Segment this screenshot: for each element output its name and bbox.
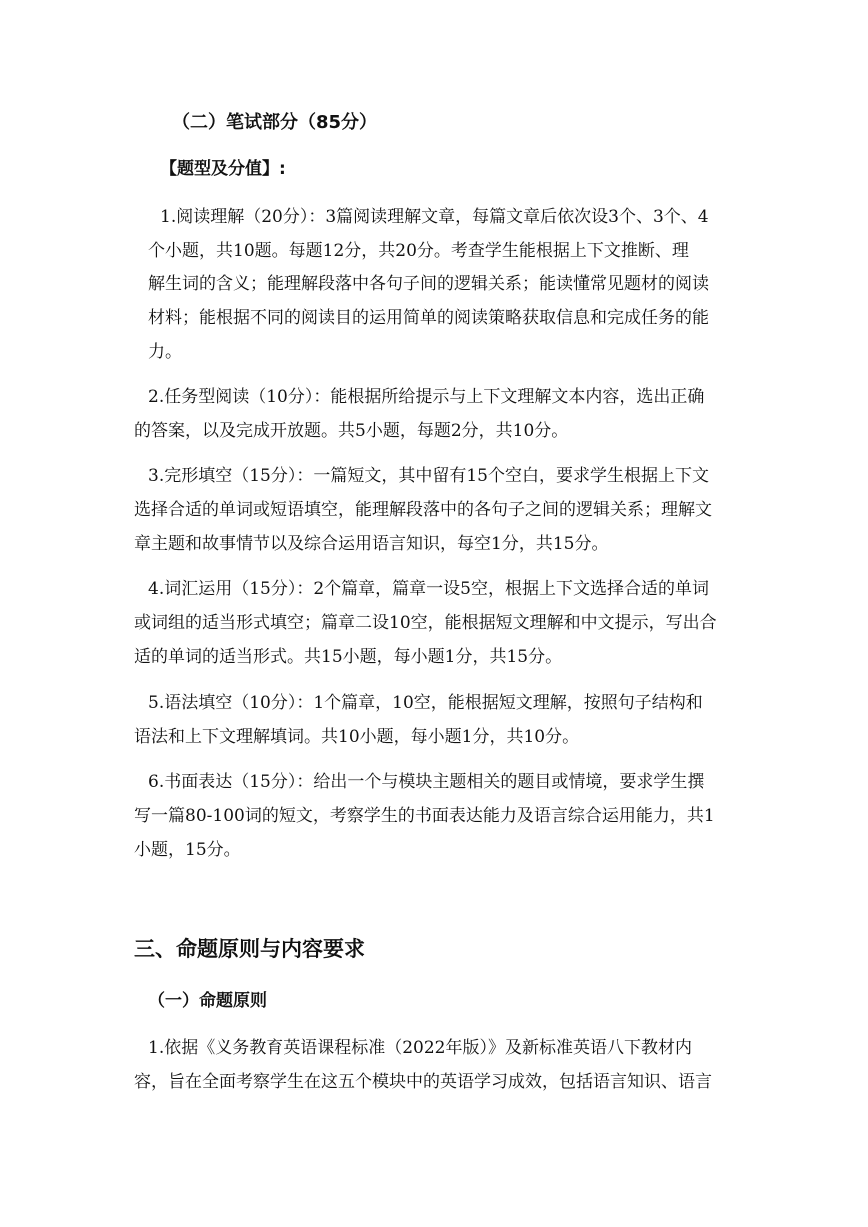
paragraph-line: 1.依据《义务教育英语课程标准（2022年版）》及新标准英语八下教材内 bbox=[148, 1038, 692, 1058]
paragraph-line: 4.词汇运用（15分）：2个篇章，篇章一设5空，根据上下文选择合适的单词 bbox=[148, 579, 709, 599]
section-b-title: （二）笔试部分（85分） bbox=[172, 112, 378, 133]
paragraph-line: 适的单词的适当形式。共15小题，每小题1分，共15分。 bbox=[134, 647, 563, 667]
paragraph-line: 写一篇80-100词的短文，考察学生的书面表达能力及语言综合运用能力，共1 bbox=[134, 806, 715, 826]
paragraph-line: 个小题，共10题。每题12分，共20分。考查学生能根据上下文推断、理 bbox=[148, 241, 689, 261]
paragraph-line: 容，旨在全面考察学生在这五个模块中的英语学习成效，包括语言知识、语言 bbox=[134, 1072, 712, 1092]
paragraph-line: 章主题和故事情节以及综合运用语言知识，每空1分，共15分。 bbox=[134, 534, 609, 554]
paragraph-line: 或词组的适当形式填空；篇章二设10空，能根据短文理解和中文提示，写出合 bbox=[134, 613, 717, 633]
paragraph-line: 3.完形填空（15分）：一篇短文，其中留有15个空白，要求学生根据上下文 bbox=[148, 466, 709, 486]
paragraph-line: 材料；能根据不同的阅读目的运用简单的阅读策略获取信息和完成任务的能 bbox=[148, 308, 709, 328]
question-types-heading: 【题型及分值】: bbox=[160, 159, 286, 179]
paragraph-line: 选择合适的单词或短语填空，能理解段落中的各句子之间的逻辑关系；理解文 bbox=[134, 500, 712, 520]
paragraph-line: 5.语法填空（10分）：1个篇章，10空，能根据短文理解，按照句子结构和 bbox=[148, 693, 703, 713]
paragraph-line: 的答案，以及完成开放题。共5小题，每题2分，共10分。 bbox=[134, 421, 569, 441]
paragraph-line: 2.任务型阅读（10分）：能根据所给提示与上下文理解文本内容，选出正确 bbox=[148, 387, 705, 407]
paragraph-line: 1.阅读理解（20分）：3篇阅读理解文章，每篇文章后依次设3个、3个、4 bbox=[160, 207, 709, 227]
paragraph-line: 小题，15分。 bbox=[134, 840, 241, 860]
principles-heading: （一）命题原则 bbox=[148, 991, 267, 1011]
paragraph-line: 解生词的含义；能理解段落中各句子间的逻辑关系；能读懂常见题材的阅读 bbox=[148, 274, 709, 294]
paragraph-line: 语法和上下文理解填词。共10小题，每小题1分，共10分。 bbox=[134, 727, 580, 747]
paragraph-line: 6.书面表达（15分）：给出一个与模块主题相关的题目或情境，要求学生撰 bbox=[148, 772, 705, 792]
paragraph-line: 力。 bbox=[148, 342, 182, 362]
section-3-title: 三、命题原则与内容要求 bbox=[134, 937, 365, 961]
